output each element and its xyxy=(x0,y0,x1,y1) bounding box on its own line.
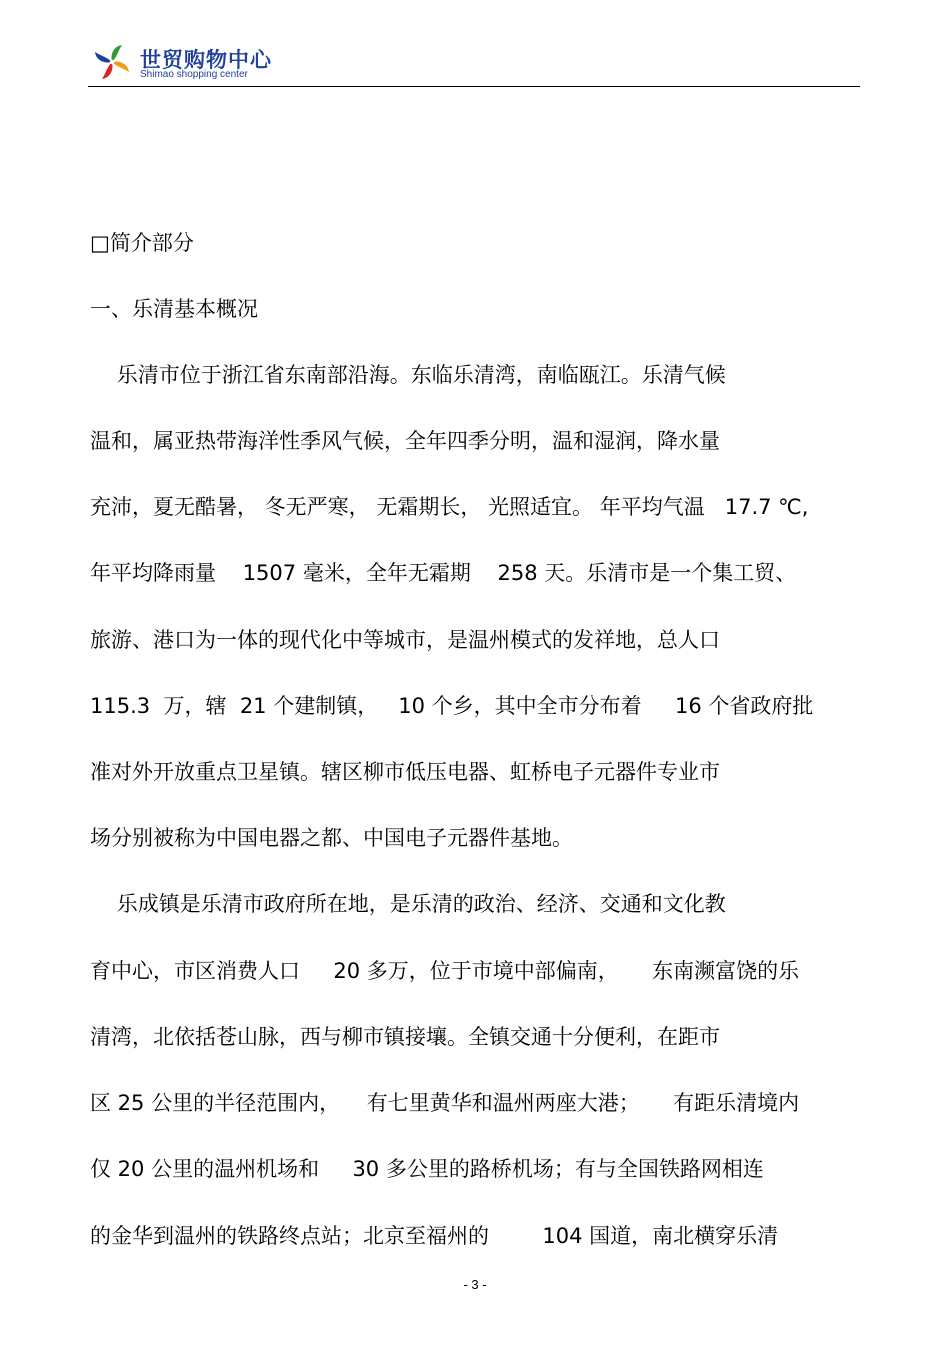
body-line: 旅游、港口为一体的现代化中等城市，是温州模式的发祥地，总人口 xyxy=(90,628,720,652)
body-line: 清湾，北依括苍山脉，西与柳市镇接壤。全镇交通十分便利，在距市 xyxy=(90,1025,720,1049)
brand-name-english: Shimao shopping center xyxy=(140,69,248,80)
body-line: 温和，属亚热带海洋性季风气候，全年四季分明，温和湿润，降水量 xyxy=(90,429,720,453)
pinwheel-logo-icon xyxy=(92,42,132,82)
body-line: 仅 20 公里的温州机场和 30 多公里的路桥机场；有与全国铁路网相连 xyxy=(90,1157,764,1181)
body-line: 的金华到温州的铁路终点站；北京至福州的 104 国道，南北横穿乐清 xyxy=(90,1224,779,1248)
body-line: 年平均降雨量 1507 毫米，全年无霜期 258 天。乐清市是一个集工贸、 xyxy=(90,561,797,585)
subsection-heading: 一、乐清基本概况 xyxy=(90,297,258,321)
body-line: 乐清市位于浙江省东南部沿海。东临乐清湾，南临瓯江。乐清气候 xyxy=(90,363,726,387)
page-header xyxy=(88,40,860,87)
body-line: 乐成镇是乐清市政府所在地，是乐清的政治、经济、交通和文化教 xyxy=(90,892,726,916)
body-line: 区 25 公里的半径范围内， 有七里黄华和温州两座大港； 有距乐清境内 xyxy=(90,1091,800,1115)
page-number: - 3 - xyxy=(463,1277,487,1292)
body-line: 场分别被称为中国电器之都、中国电子元器件基地。 xyxy=(90,826,573,850)
section-heading: □简介部分 xyxy=(90,231,194,255)
body-line: 115.3 万，辖 21 个建制镇， 10 个乡，其中全市分布着 16 个省政府批 xyxy=(90,694,814,718)
body-line: 准对外开放重点卫星镇。辖区柳市低压电器、虹桥电子元器件专业市 xyxy=(90,760,720,784)
brand-name-chinese: 世贸购物中心 xyxy=(140,48,272,72)
body-line: 育中心，市区消费人口 20 多万，位于市境中部偏南， 东南濒富饶的乐 xyxy=(90,959,800,983)
body-line: 充沛，夏无酷暑， 冬无严寒， 无霜期长， 光照适宜。 年平均气温 17.7 ℃, xyxy=(90,495,809,519)
